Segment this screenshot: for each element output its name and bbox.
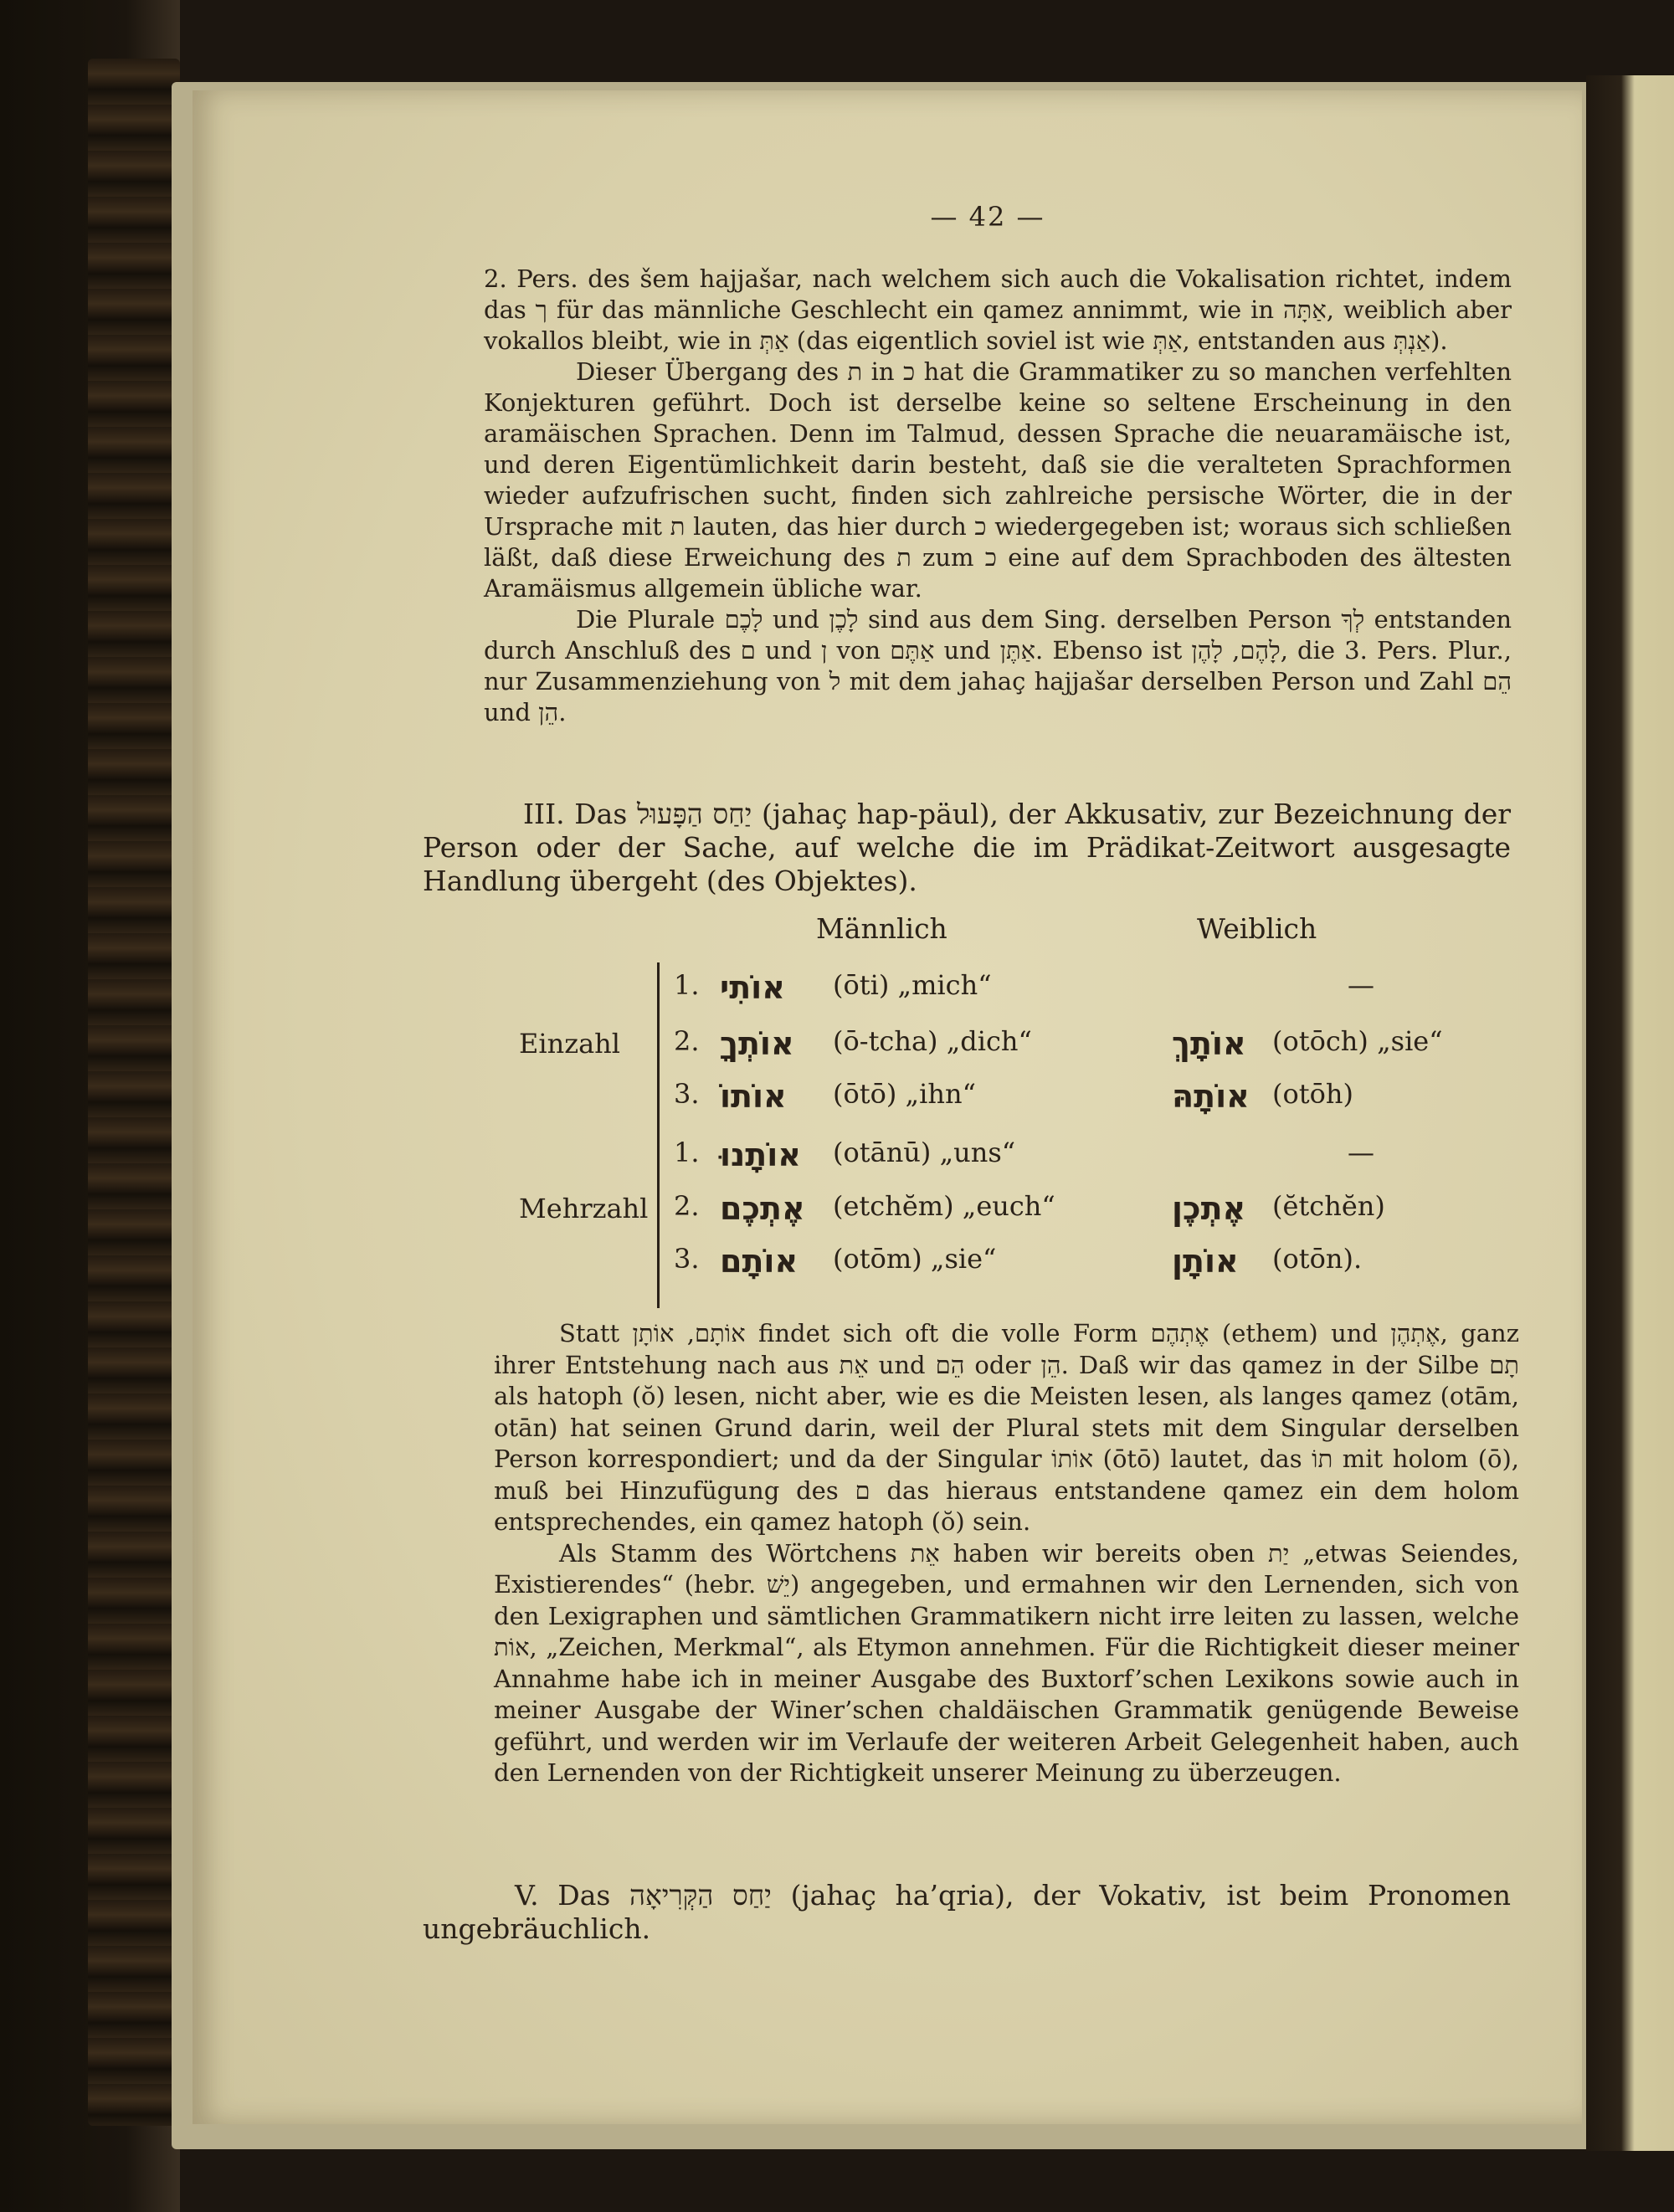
female-transliteration: — — [1348, 969, 1374, 1001]
row-number: 1. — [674, 969, 700, 1001]
page-number: — 42 — — [930, 201, 1045, 233]
paragraph-2pers: 2. Pers. des šem hajjašar, nach welchem sich auch die Vokalisation richtet, indem das ך für das männliche Geschlecht ein qamez annimmt, wie in אַתָּה, weiblich aber vokallos bleibt, wie in אַתְּ (das eigentlich soviel ist wie אַתְּ, entstanden aus אַנְתְּ). — [484, 264, 1512, 355]
paragraph-stamm: Als Stamm des Wörtchens אֵת haben wir bereits oben יַת „etwas Seiendes, Existierendes“ (hebr. יֵשׁ) angegeben, und ermahnen wir den Lernenden, sich von den Lexigraphen und sämtlichen Grammatikern nicht irre leiten zu lassen, welche אוֹת, „Zeichen, Merkmal“, als Etymon annehmen. Für die Richtigkeit dieser meiner Annahme habe ich in meiner Ausgabe des Buxtorf’schen Lexikons sowie auch in meiner Ausgabe der Winer’schen chaldäischen Grammatik genügende Beweise geführt, und werden wir im Verlaufe der weiteren Arbeit Gelegenheit haben, auch den Lernenden von der Richtigkeit unserer Meinung zu überzeugen. — [494, 1538, 1519, 1787]
section-v — [423, 1879, 1511, 1946]
male-transliteration: (ō-tcha) „dich“ — [833, 1025, 1032, 1057]
male-transliteration: (otānū) „uns“ — [833, 1137, 1016, 1168]
brace-mehrzahl — [657, 1128, 671, 1308]
male-hebrew: אוֹתָם — [720, 1243, 798, 1280]
paragraph-plurale: Die Plurale לָכֶם und לָכֶן sind aus dem Sing. derselben Person לְךָ entstanden durch Anschluß des ם und ן von אַתֶּם und אַתֶּן. Ebenso ist לָהֶם, לָהֶן, die 3. Pers. Plur., nur Zusammenziehung von ל mit dem jahaç hajjašar derselben Person und Zahl הֵם und הֵן. — [484, 605, 1512, 726]
male-hebrew: אֶתְכֶם — [720, 1190, 805, 1227]
female-hebrew: אוֹתָךְ — [1172, 1025, 1246, 1062]
female-transliteration: (otōch) „sie“ — [1272, 1025, 1443, 1057]
top-text — [484, 264, 1512, 728]
table-row — [674, 1025, 1443, 1067]
brace-einzahl — [657, 962, 671, 1147]
paragraph-statt: Statt אוֹתָם, אוֹתָן findet sich oft die volle Form אֶתְהֶם (ethem) und אֶתְהֶן, ganz ihrer Entstehung nach aus אֵת und הֵם oder הֵן. Daß wir das qamez in der Silbe תָם als hatoph (ŏ) lesen, nicht aber, wie es die Meisten lesen, als langes qamez (otām, otān) hat seinen Grund darin, weil der Plural stets mit dem Singular derselben Person korrespondiert; und da der Singular אוֹתוֹ (ōtō) lautet, das תוֹ mit holom (ō), muß bei Hinzufügung des ם das hieraus entstandene qamez ein dem holom entsprechendes, ein qamez hatoph (ŏ) sein. — [494, 1319, 1520, 1536]
male-hebrew: אוֹתוֹ — [720, 1078, 787, 1115]
table-row — [674, 969, 1427, 1011]
header-female: Weiblich — [1197, 912, 1317, 945]
section-v-text: V. Das יַחַס הַקְּרִיאָה (jahaç ha’qria), der Vokativ, ist beim Pronomen ungebräuchlich. — [423, 1879, 1511, 1945]
row-number: 2. — [674, 1025, 700, 1057]
male-transliteration: (etchĕm) „euch“ — [833, 1190, 1055, 1222]
row-number: 3. — [674, 1243, 700, 1275]
male-hebrew: אוֹתָנוּ — [720, 1137, 801, 1173]
row-number: 3. — [674, 1078, 700, 1110]
female-hebrew: אֶתְכֶן — [1172, 1190, 1246, 1227]
row-number: 1. — [674, 1137, 700, 1168]
female-transliteration: (ĕtchĕn) — [1272, 1190, 1385, 1222]
female-hebrew: אוֹתָן — [1172, 1243, 1239, 1280]
book-right-edge — [1586, 75, 1674, 2151]
male-transliteration: (otōm) „sie“ — [833, 1243, 997, 1275]
bottom-text — [494, 1318, 1519, 1789]
table-row — [674, 1190, 1427, 1232]
male-transliteration: (ōtō) „ihn“ — [833, 1078, 976, 1110]
female-transliteration: (otōn). — [1272, 1243, 1363, 1275]
section-iii — [423, 798, 1511, 898]
male-hebrew: אוֹתְךָ — [720, 1025, 794, 1062]
table-row — [674, 1137, 1427, 1178]
male-hebrew: אוֹתִי — [720, 969, 785, 1006]
header-male: Männlich — [816, 912, 947, 945]
section-iii-text: III. Das יַחַס הַפָּעוּל (jahaç hap-päul), der Akkusativ, zur Bezeichnung der Person oder der Sache, auf welche die im Prädikat-Zeitwort ausgesagte Handlung übergeht (des Objektes). — [423, 798, 1511, 897]
table-row — [674, 1078, 1427, 1120]
table-row — [674, 1243, 1427, 1285]
paragraph-uebergang: Dieser Übergang des ת in כ hat die Grammatiker zu so manchen verfehlten Konjekturen geführt. Doch ist derselbe keine so seltene Erscheinung in den aramäischen Sprachen. Denn im Talmud, dessen Sprache die neuaramäische ist, und deren Eigentümlichkeit darin besteht, daß sie die veralteten Sprachformen wieder aufzufrischen sucht, finden sich zahlreiche persische Wörter, die in der Ursprache mit ת lauten, das hier durch כ wiedergegeben ist; woraus sich schließen läßt, daß diese Erweichung des ת zum כ eine auf dem Sprachboden des ältesten Aramäismus allgemein übliche war. — [484, 357, 1512, 603]
row-number: 2. — [674, 1190, 700, 1222]
female-transliteration: — — [1348, 1137, 1374, 1168]
book-spine-edge — [88, 59, 180, 2126]
female-hebrew: אוֹתָהּ — [1172, 1078, 1250, 1115]
group-label-mehrzahl: Mehrzahl — [519, 1193, 649, 1224]
male-transliteration: (ōti) „mich“ — [833, 969, 992, 1001]
female-transliteration: (otōh) — [1272, 1078, 1353, 1110]
group-label-einzahl: Einzahl — [519, 1028, 620, 1060]
